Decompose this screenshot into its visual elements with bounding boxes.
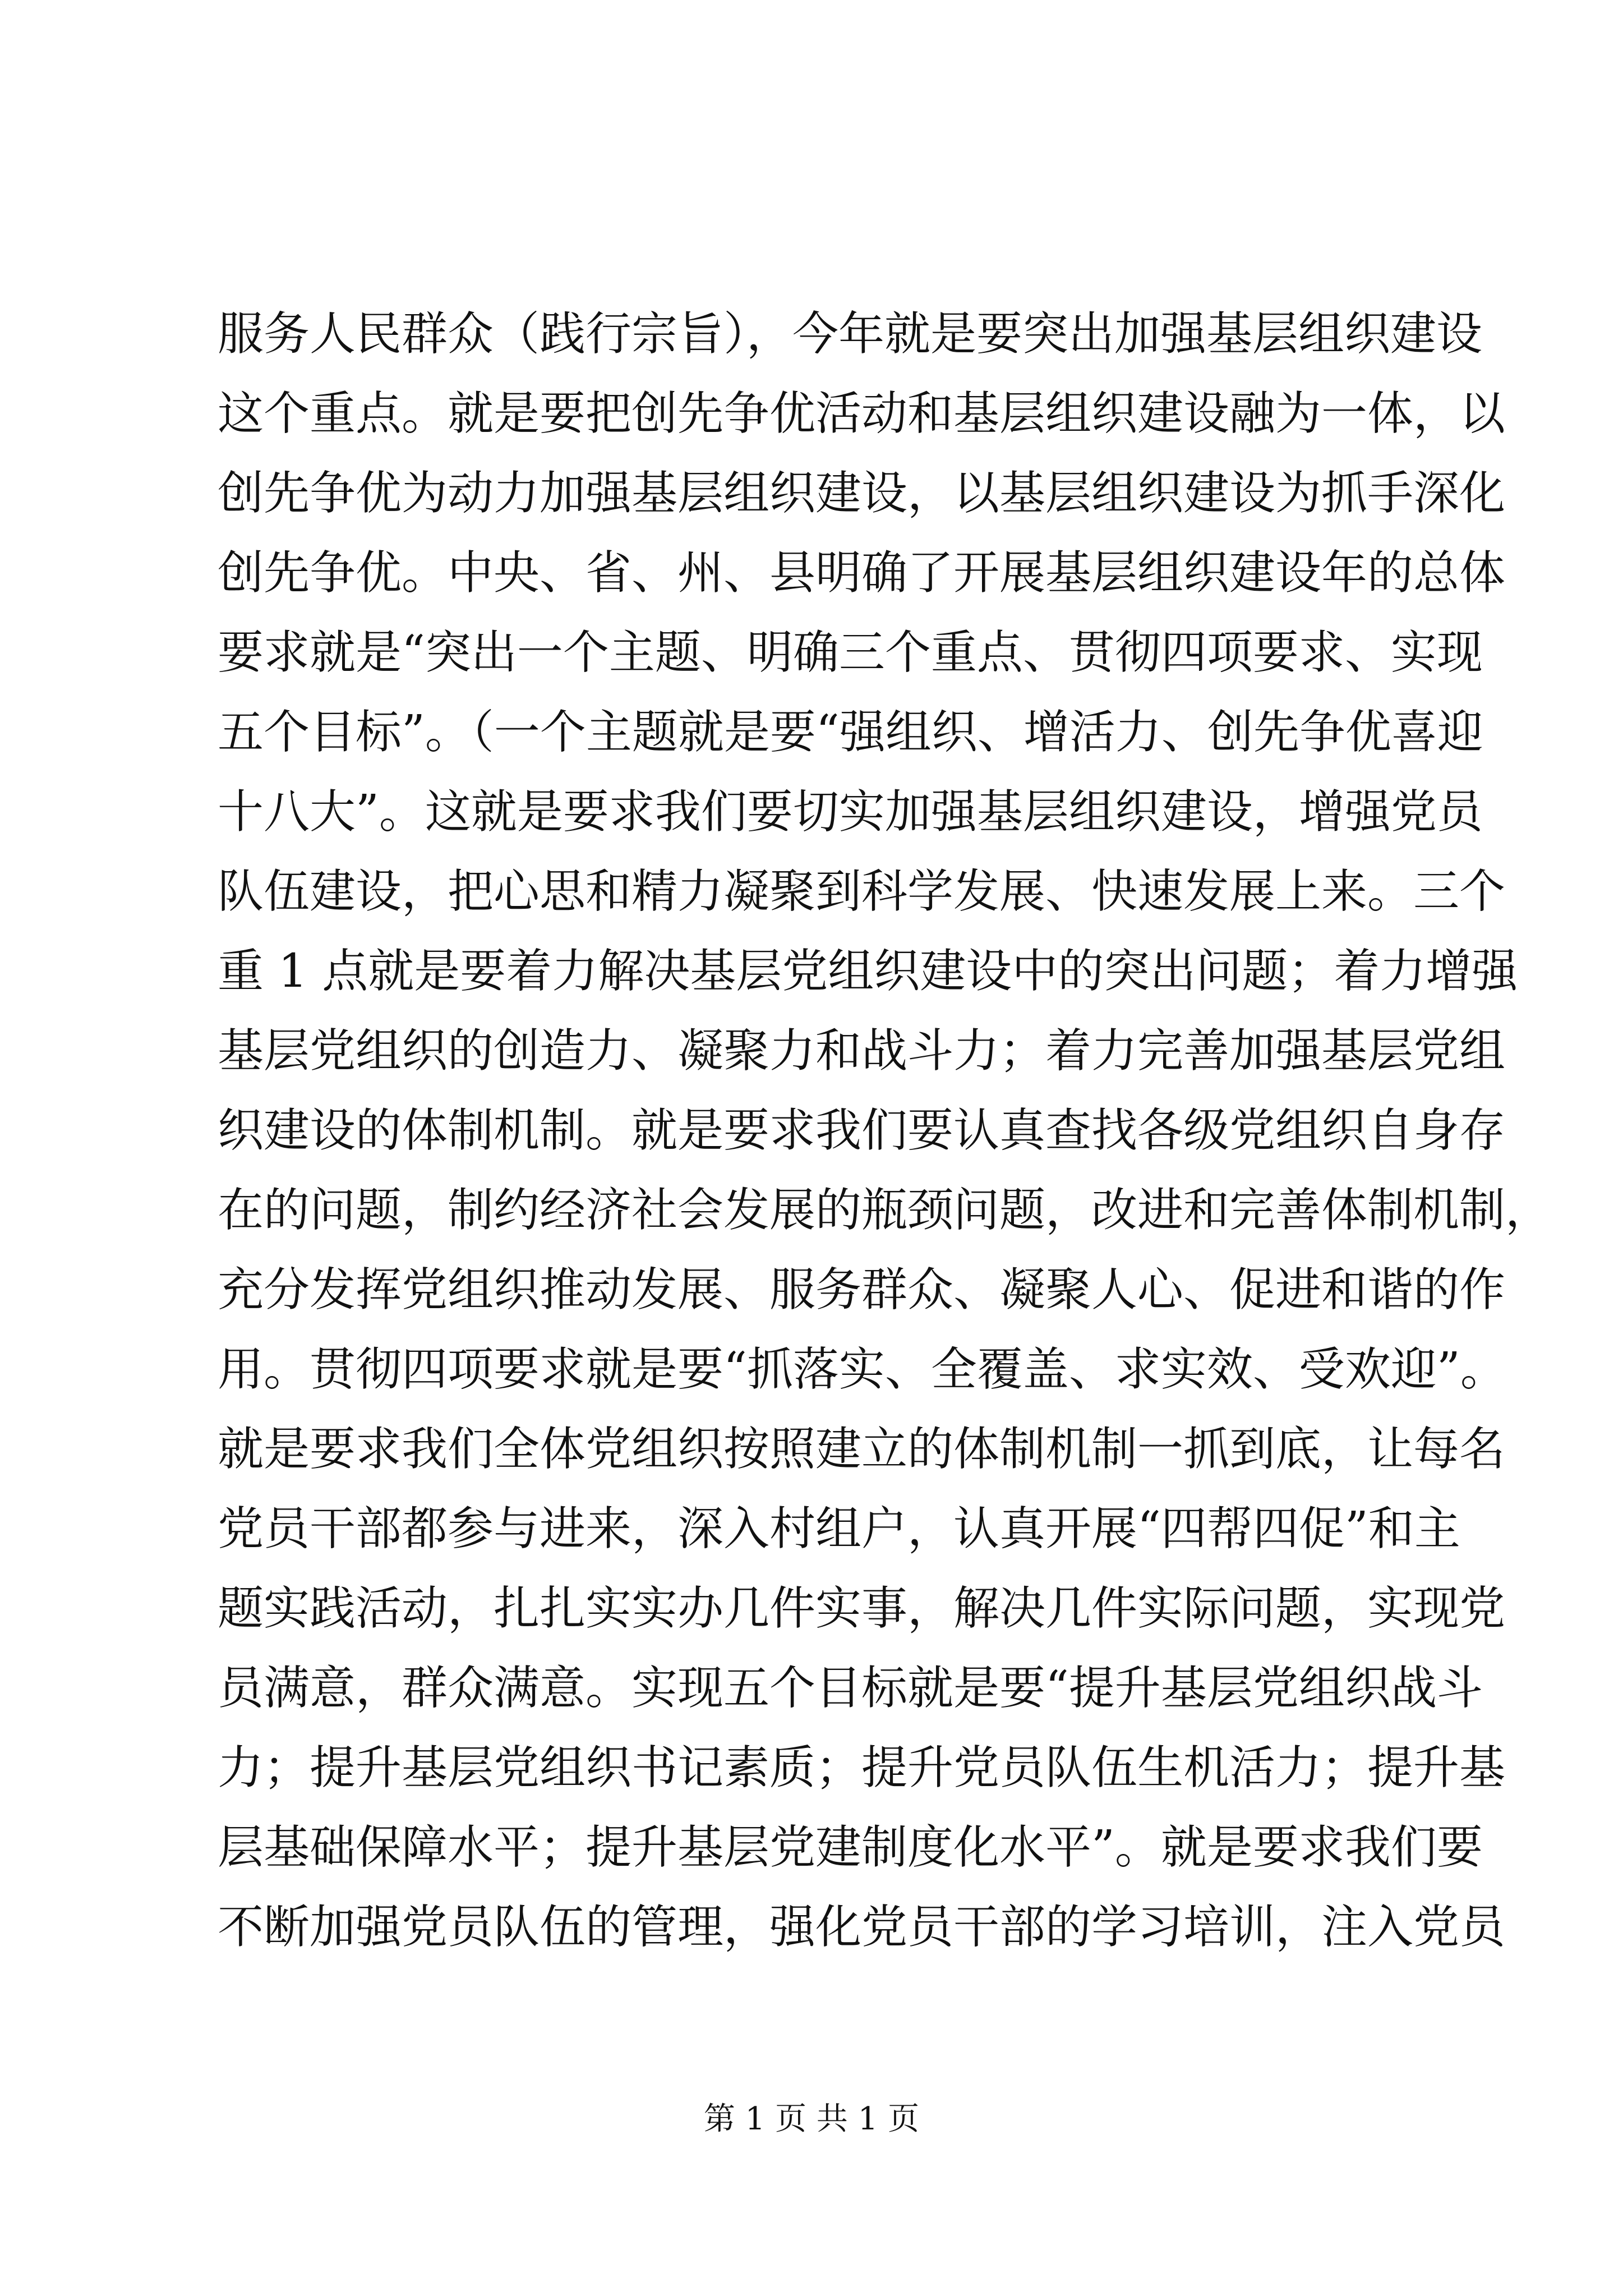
text-line: 队伍建设，把心思和精力凝聚到科学发展、快速发展上来。三个 [218, 865, 1506, 918]
body-text [218, 295, 1552, 1967]
text-line: 力；提升基层党组织书记素质；提升党员队伍生机活力；提升基 [218, 1741, 1506, 1795]
text-line: 不断加强党员队伍的管理，强化党员干部的学习培训，注入党员 [218, 1901, 1506, 1954]
text-line: 在的问题，制约经济社会发展的瓶颈问题，改进和完善体制机制， [218, 1184, 1552, 1237]
text-line: 重 1 点就是要着力解决基层党组织建设中的突出问题；着力增强 [218, 945, 1518, 998]
text-line: 就是要求我们全体党组织按照建立的体制机制一抓到底，让每名 [218, 1423, 1506, 1476]
text-line: 员满意，群众满意。实现五个目标就是要“提升基层党组织战斗 [218, 1662, 1483, 1715]
text-line: 创先争优。中央、省、州、县明确了开展基层组织建设年的总体 [218, 546, 1506, 600]
text-line: 基层党组织的创造力、凝聚力和战斗力；着力完善加强基层党组 [218, 1024, 1506, 1078]
text-line: 题实践活动，扎扎实实办几件实事，解决几件实际问题，实现党 [218, 1582, 1506, 1635]
text-line: 创先争优为动力加强基层组织建设，以基层组织建设为抓手深化 [218, 467, 1506, 520]
page-number-footer: 第 1 页 共 1 页 [703, 2101, 920, 2137]
text-line: 充分发挥党组织推动发展、服务群众、凝聚人心、促进和谐的作 [218, 1263, 1506, 1317]
text-line: 层基础保障水平；提升基层党建制度化水平”。就是要求我们要 [218, 1821, 1483, 1874]
text-line: 要求就是“突出一个主题、明确三个重点、贯彻四项要求、实现 [218, 626, 1483, 679]
text-line: 党员干部都参与进来，深入村组户，认真开展“四帮四促”和主 [218, 1502, 1460, 1556]
text-line: 用。贯彻四项要求就是要“抓落实、全覆盖、求实效、受欢迎”。 [218, 1343, 1506, 1396]
text-line: 服务人民群众（践行宗旨），今年就是要突出加强基层组织建设 [218, 307, 1483, 361]
text-line: 十八大”。这就是要求我们要切实加强基层组织建设，增强党员 [218, 785, 1483, 839]
text-line: 五个目标”。（一个主题就是要“强组织、增活力、创先争优喜迎 [218, 706, 1483, 759]
text-line: 这个重点。就是要把创先争优活动和基层组织建设融为一体，以 [218, 387, 1506, 440]
text-line: 织建设的体制机制。就是要求我们要认真查找各级党组织自身存 [218, 1104, 1506, 1157]
